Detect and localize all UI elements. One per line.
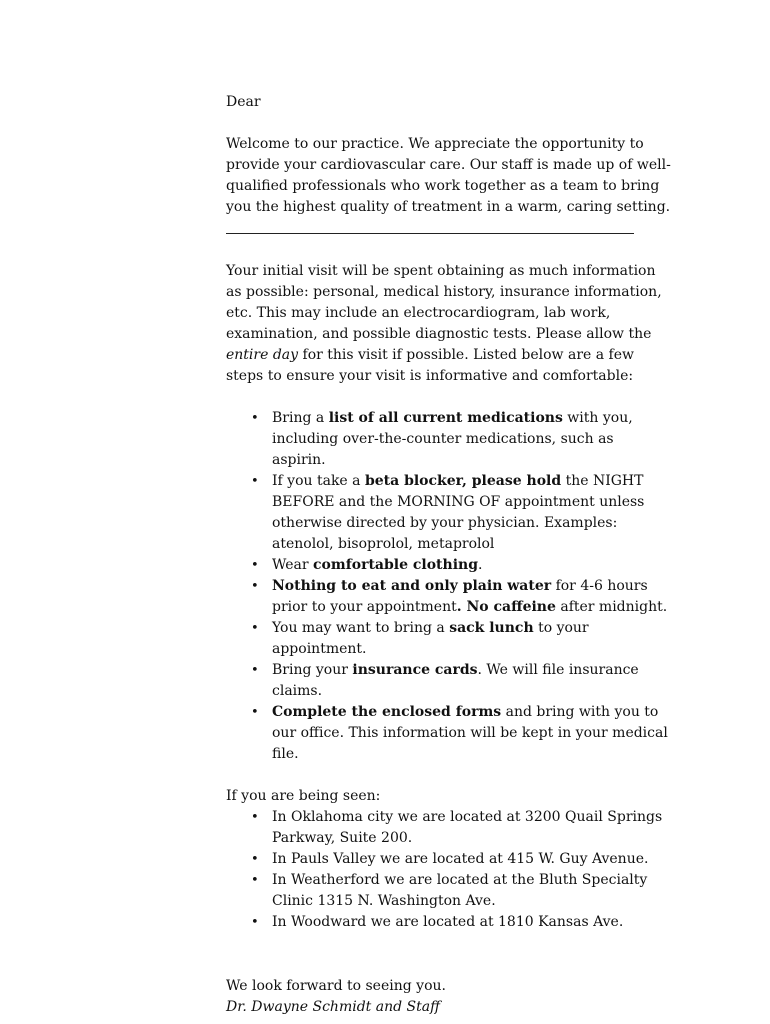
step-text: with you, including over-the-counter medications, such as aspirin. xyxy=(272,410,633,468)
step-emphasis: Complete the enclosed forms xyxy=(272,704,502,720)
signature: Dr. Dwayne Schmidt and Staff xyxy=(226,999,440,1015)
bullet-icon: • xyxy=(251,915,259,930)
list-item xyxy=(226,408,671,471)
step-emphasis: Nothing to eat and only plain water xyxy=(272,578,552,594)
intro-text-end: for this visit if possible. Listed below are a few steps to ensure your visit is informative and comfortable: xyxy=(226,347,635,384)
bullet-icon: • xyxy=(251,621,259,636)
divider-line xyxy=(226,233,634,234)
visit-steps-list xyxy=(226,408,671,765)
bullet-icon: • xyxy=(251,852,259,867)
list-item xyxy=(226,849,671,870)
step-text: after midnight. xyxy=(555,599,668,615)
list-item xyxy=(226,555,671,576)
step-text: the NIGHT BEFORE and the MORNING OF appointment unless otherwise directed by your physician. Examples: atenolol, bisoprolol, metaprolol xyxy=(272,473,645,552)
step-text: to your appointment. xyxy=(272,620,589,657)
bullet-icon: • xyxy=(251,663,259,678)
list-item xyxy=(226,618,671,660)
bullet-icon: • xyxy=(251,579,259,594)
step-text: . xyxy=(477,557,483,573)
step-text: Bring your xyxy=(272,662,353,678)
letter-page xyxy=(226,92,671,1018)
bullet-icon: • xyxy=(251,474,259,489)
intro-text-start: Your initial visit will be spent obtaining as much information as possible: personal, medical history, insurance information, etc. This may include an electrocardiogram, lab work, examination, and possible diagnostic tests. Please allow the xyxy=(226,263,662,342)
location-text: In Woodward we are located at 1810 Kansas Ave. xyxy=(272,914,624,930)
locations-heading: If you are being seen: xyxy=(226,788,381,804)
closing-line: We look forward to seeing you. xyxy=(226,978,446,994)
greeting: Dear xyxy=(226,94,261,110)
bullet-icon: • xyxy=(251,411,259,426)
step-text: . We will file insurance claims. xyxy=(272,662,639,699)
step-text: If you take a xyxy=(272,473,365,489)
list-item xyxy=(226,576,671,618)
bullet-icon: • xyxy=(251,873,259,888)
bullet-icon: • xyxy=(251,810,259,825)
step-text: Wear xyxy=(272,557,314,573)
step-text: for 4-6 hours prior to your appointment xyxy=(272,578,648,615)
list-item xyxy=(226,471,671,555)
list-item xyxy=(226,912,671,933)
step-text: Bring a xyxy=(272,410,329,426)
location-text: In Oklahoma city we are located at 3200 Quail Springs Parkway, Suite 200. xyxy=(272,809,663,846)
step-emphasis: list of all current medications xyxy=(328,410,563,426)
step-emphasis: sack lunch xyxy=(449,620,534,636)
intro-emphasis: entire day xyxy=(226,347,299,363)
intro-paragraph xyxy=(226,261,671,387)
step-emphasis: comfortable clothing xyxy=(313,557,478,573)
locations-list xyxy=(226,807,671,933)
location-text: In Pauls Valley we are located at 415 W. Guy Avenue. xyxy=(272,851,649,867)
step-emphasis: . No caffeine xyxy=(456,599,556,615)
welcome-paragraph: Welcome to our practice. We appreciate the opportunity to provide your cardiovascular care. Our staff is made up of well-qualified professionals who work together as a team to bring you the highest quality of treatment in a warm, caring setting. xyxy=(226,136,671,215)
step-text: and bring with you to our office. This information will be kept in your medical file. xyxy=(272,704,668,762)
location-text: In Weatherford we are located at the Bluth Specialty Clinic 1315 N. Washington Ave. xyxy=(272,872,648,909)
list-item xyxy=(226,807,671,849)
bullet-icon: • xyxy=(251,705,259,720)
step-emphasis: beta blocker, please hold xyxy=(364,473,562,489)
closing-block xyxy=(226,976,671,1018)
list-item xyxy=(226,870,671,912)
step-text: You may want to bring a xyxy=(272,620,450,636)
list-item xyxy=(226,702,671,765)
step-emphasis: insurance cards xyxy=(352,662,478,678)
bullet-icon: • xyxy=(251,558,259,573)
list-item xyxy=(226,660,671,702)
